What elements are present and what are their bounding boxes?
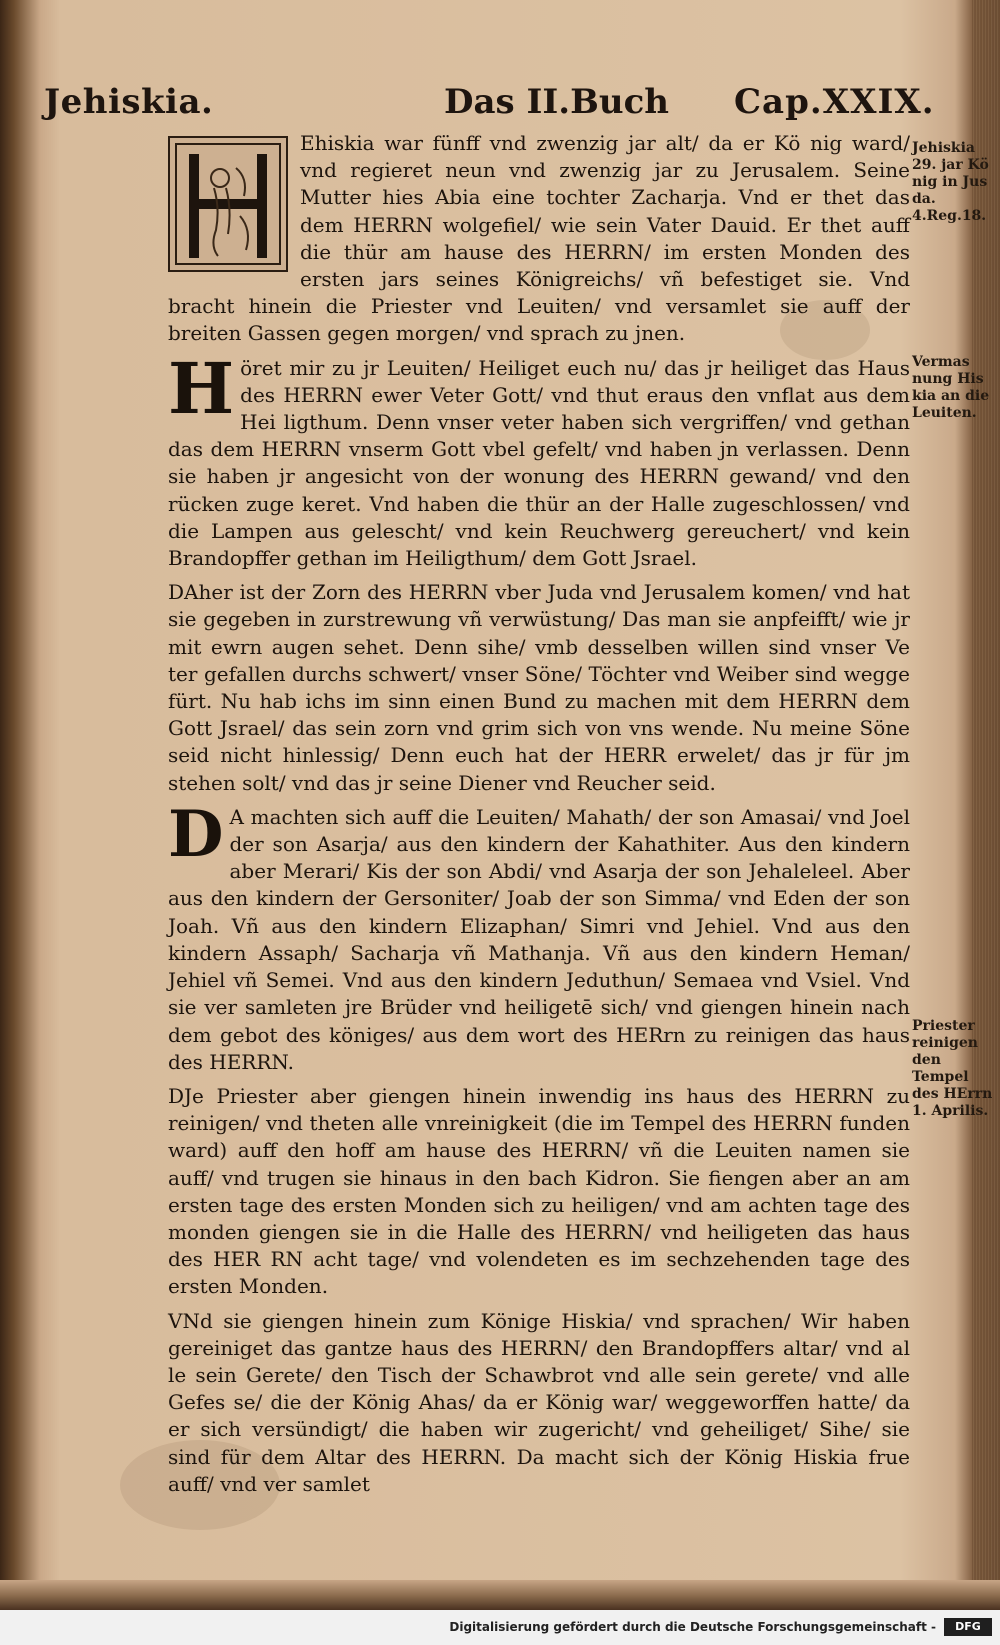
paragraph-text: A machten sich auff die Leuiten/ Mahath/ der son Amasai/ vnd Joel der son Asarja/ aus den kindern der Kahathiter. Aus den kindern aber Merari/ Kis der son Abdi/ vnd Asarja der son Jehaleleel. Aber aus den kindern der Gersoniter/ Joab der son Simma/ vnd Eden der son Joah. Vñ aus den kindern Elizaphan/ Simri vnd Jehiel. Vnd aus den kindern Assaph/ Sacharja vñ Mathanja. Vñ aus den kindern Heman/ Jehiel vñ Semei. Vnd aus den kindern Jeduthun/ Semaea vnd Vsiel. Vnd sie ver samleten jre Brüder vnd heiligetē sich/ vnd giengen hinein nach dem gebot des königes/ aus dem wort des HERrn zu reinigen das haus des HERRN. xyxy=(168,804,910,1074)
paragraph-text: VNd sie giengen hinein zum Könige Hiskia/ vnd sprachen/ Wir haben gereiniget das gantze haus des HERRN/ den Brandopffers altar/ vnd al le sein Gerete/ den Tisch der Schawbrot vnd alle sein gerete/ vnd alle Gefes se/ die der König Ahas/ da er König war/ weggeworffen hatte/ da er sich versündigt/ die haben wir zugericht/ vnd geheiliget/ Sihe/ sie sind für dem Altar des HERRN. Da macht sich der König Hiskia frue auff/ vnd ver samlet xyxy=(168,1308,910,1496)
initial-letter: H xyxy=(168,346,235,430)
paragraph-4 xyxy=(168,796,910,1076)
paragraph-3 xyxy=(168,579,910,797)
initial-letter: D xyxy=(168,796,224,872)
running-header xyxy=(44,82,935,130)
paragraph-text: DAher ist der Zorn des HERRN vber Juda vnd Jerusalem komen/ vnd hat sie gegeben in zurstrewung vñ verwüstung/ Das man sie anpfeifft/ wie jr mit ewrn augen sehet. Denn sihe/ vmb desselben willen sind vnser Ve ter gefallen durchs schwert/ vnser Söne/ Töchter vnd Weiber sind wegge fürt. Nu hab ichs im sinn einen Bund zu machen mit dem HERRN dem Gott Jsrael/ das sein zorn vnd grim sich von vns wende. Nu meine Söne seid nicht hinlessig/ Denn euch hat der HERR erwelet/ das jr für jm stehen solt/ vnd das jr seine Diener vnd Reucher seid. xyxy=(168,580,910,795)
page-edge-bottom xyxy=(0,1580,1000,1610)
dfg-logo[interactable]: DFG xyxy=(944,1618,992,1636)
footer-bar xyxy=(0,1610,1000,1645)
paragraph-2 xyxy=(168,346,910,573)
woodcut-initial xyxy=(168,136,288,272)
woodcut-initial-icon xyxy=(170,138,286,270)
page-edge-right xyxy=(972,0,1000,1610)
paragraph-6 xyxy=(168,1308,910,1498)
main-text-column xyxy=(168,130,910,1505)
paragraph-text: Ehiskia war fünff vnd zwenzig jar alt/ da er Kö nig ward/ vnd regieret neun vnd zwenzig jar zu Jerusalem. Seine Mutter hies Abia eine tochter Zacharja. Vnd er thet das dem HERRN wolgefiel/ wie sein Vater Dauid. Er thet auff die thür am hause des HERRN/ im ersten Monden des ersten jars seines Königreichs/ vñ befestiget sie. Vnd bracht hinein die Priester vnd Leuiten/ vnd versamlet sie auff der breiten Gassen gegen morgen/ vnd sprach zu jnen. xyxy=(168,131,910,346)
paragraph-text: DJe Priester aber giengen hinein inwendig ins haus des HERRN zu reinigen/ vnd theten alle vnreinigkeit (die im Tempel des HERRN funden ward) auff den hoff am hause des HERRN/ vñ die Leuiten namen sie auff/ vnd trugen sie hinaus in den bach Kidron. Sie fiengen aber an am ersten tage des ersten Monden sich zu heiligen/ vnd am achten tage des monden giengen sie in die Halle des HERRN/ vnd heiligeten das haus des HER RN acht tage/ vnd volendeten es im sechzehenden tage des ersten Monden. xyxy=(168,1083,910,1299)
margin-note-1: Jehiskia 29. jar Kö nig in Jus da. 4.Reg.18. xyxy=(912,140,989,224)
paragraph-text: öret mir zu jr Leuiten/ Heiliget euch nu/ das jr heiliget das Haus des HERRN ewer Veter Gott/ vnd thut eraus den vnflat aus dem Hei ligthum. Denn vnser veter haben sich vergriffen/ vnd gethan das dem HERRN vnserm Gott vbel gefelt/ vnd haben jn verlassen. Denn sie haben jr angesicht von der wonung des HERRN gewand/ vnd den rücken zuge keret. Vnd haben die thür an der Halle zugeschlossen/ vnd die Lampen aus gelescht/ vnd kein Reuchwerg gereuchert/ vnd kein Brandopffer gethan im Heiligthum/ dem Gott Jsrael. xyxy=(168,355,910,571)
margin-note-3: Priester reinigen den Tempel des HErrn 1. Aprilis. xyxy=(912,1018,993,1119)
running-head-left: Jehiskia. xyxy=(44,82,214,122)
running-head-center: Das II.Buch xyxy=(444,82,670,122)
footer-credit: Digitalisierung gefördert durch die Deutsche Forschungsgemeinschaft - xyxy=(449,1620,936,1634)
paragraph-1 xyxy=(168,130,910,348)
running-head-right: Cap.XXIX. xyxy=(734,82,935,122)
paragraph-5 xyxy=(168,1083,910,1301)
margin-note-2: Vermas nung His kia an die Leuiten. xyxy=(912,354,990,421)
